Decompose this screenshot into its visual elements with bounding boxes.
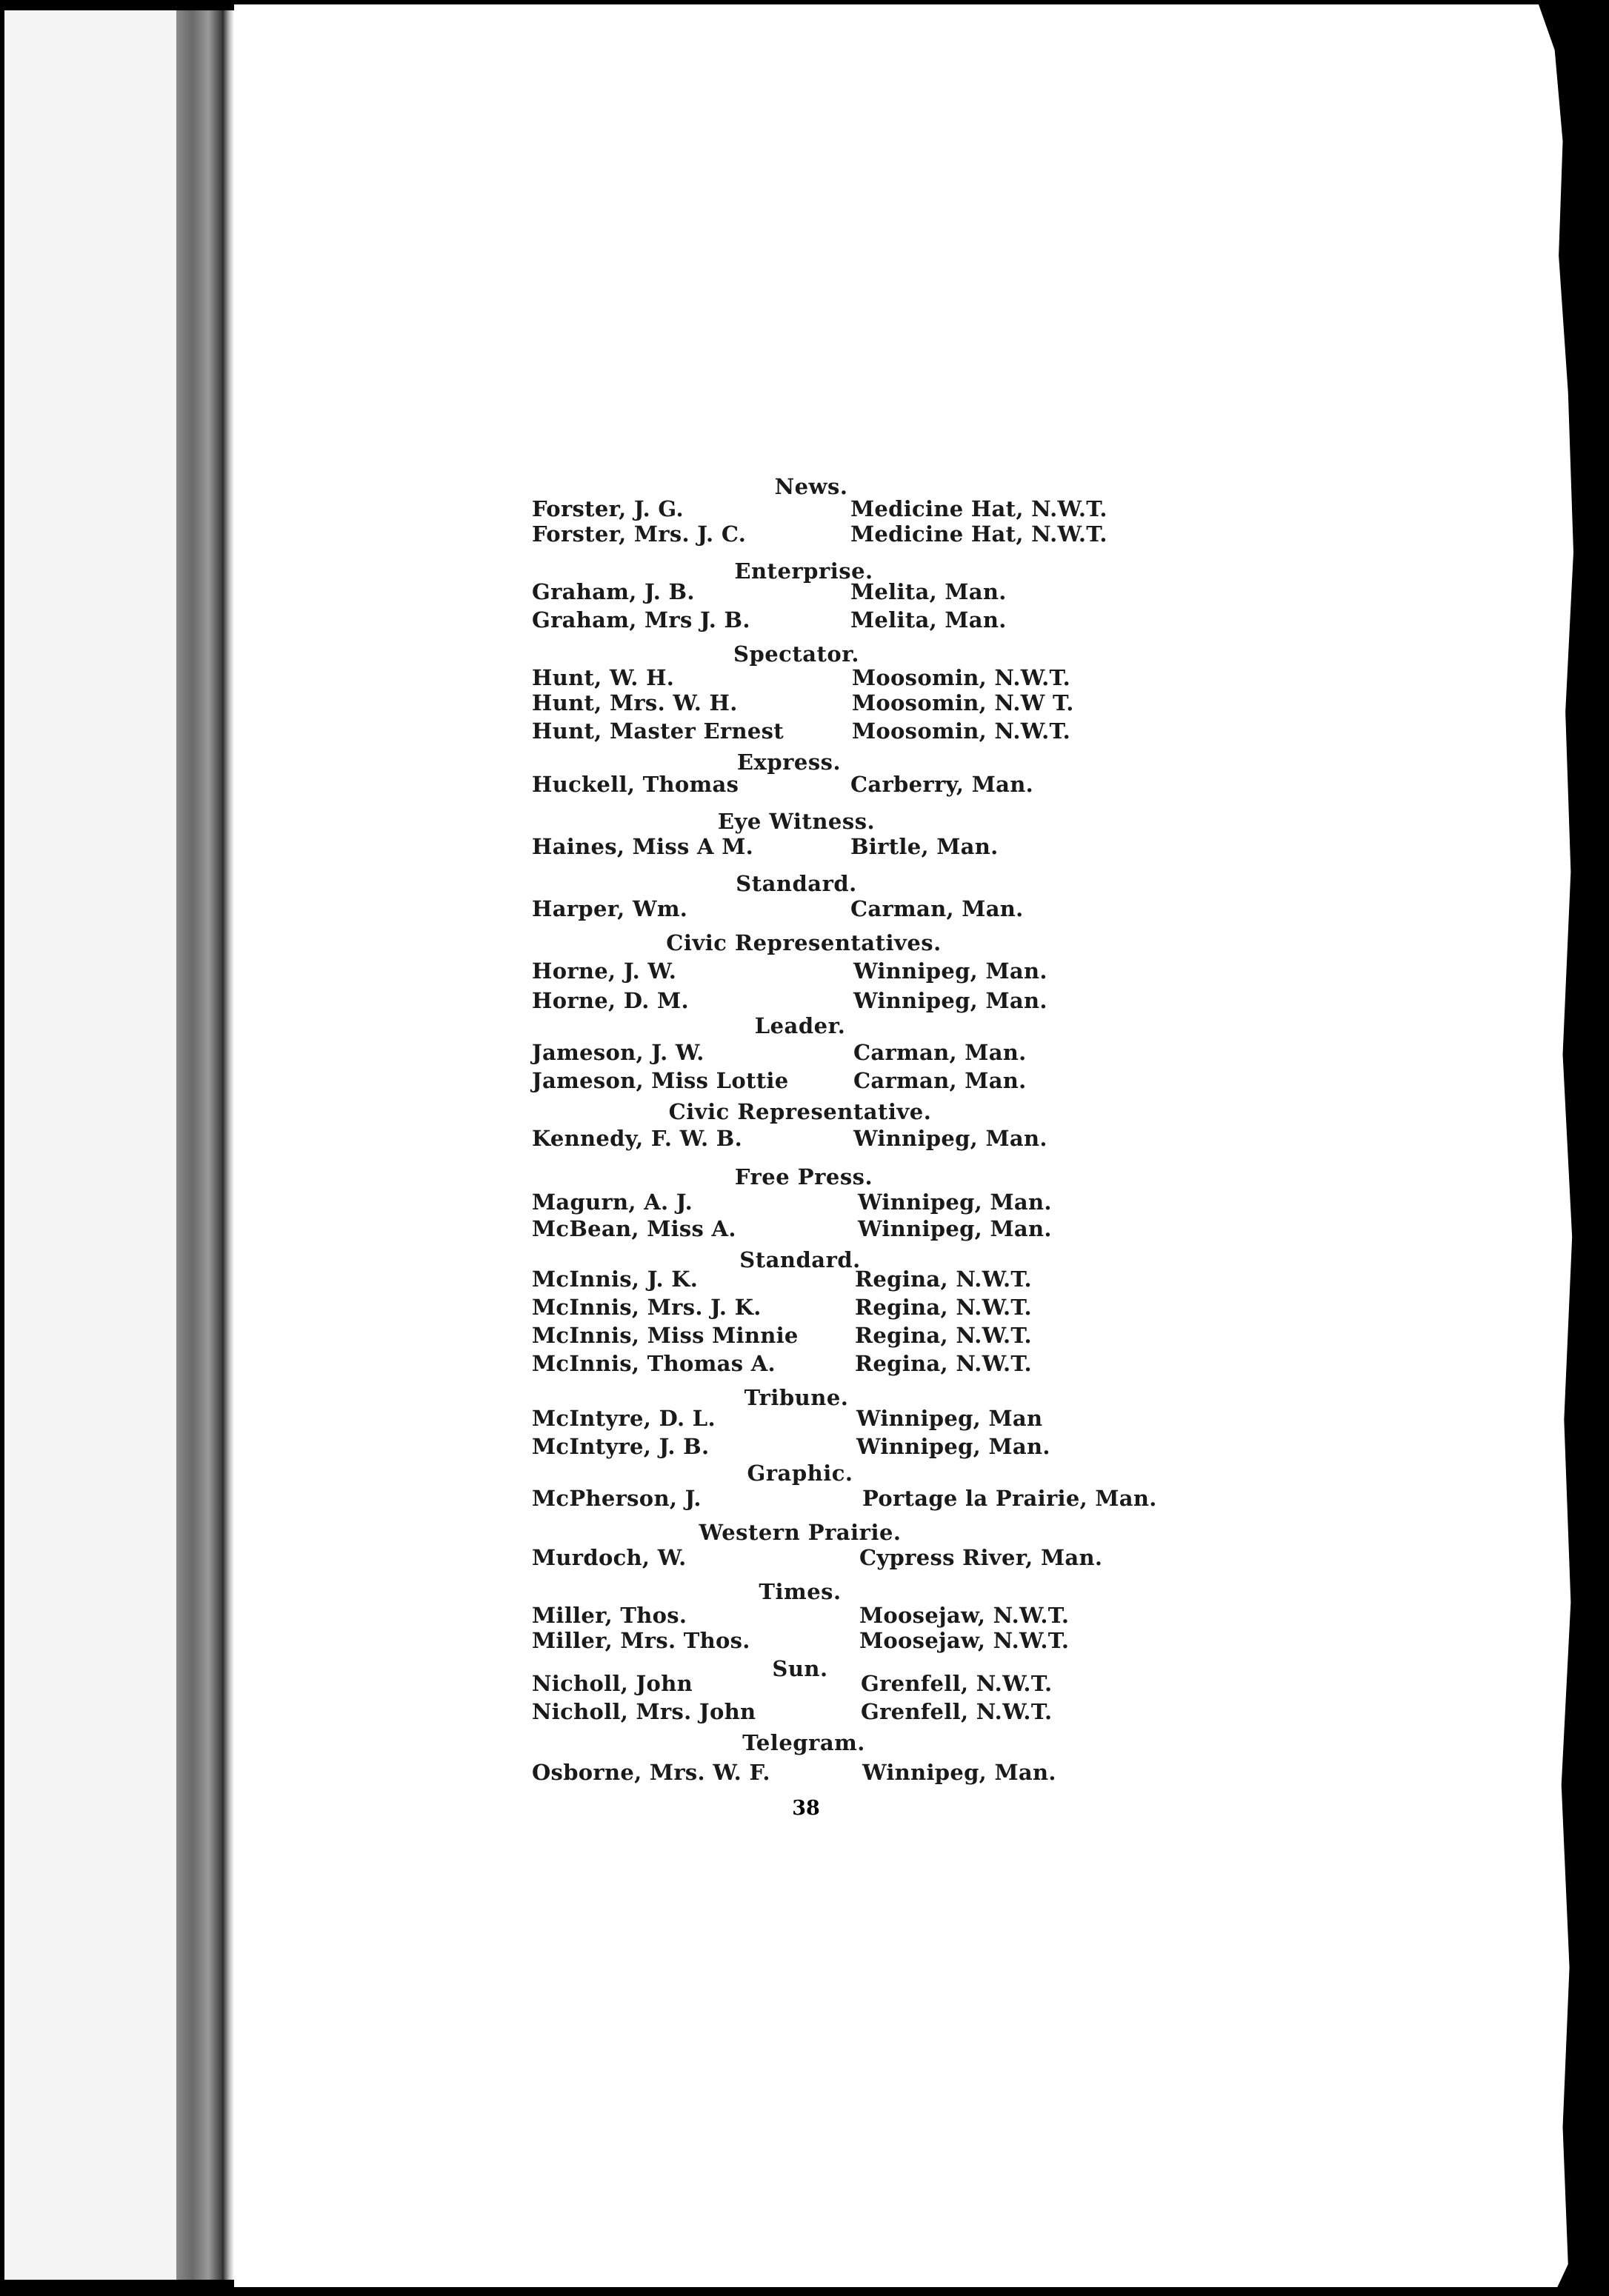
section-heading: Enterprise. [734,558,873,584]
entry-place: Winnipeg, Man. [853,958,1047,984]
entry-place: Melita, Man. [850,607,1007,633]
entry-name: Horne, D. M. [532,988,689,1013]
section-heading: Civic Representatives. [666,930,942,955]
entry-name: Hunt, Mrs. W. H. [532,690,738,715]
section-heading: Western Prairie. [699,1520,902,1545]
entry-name: Nicholl, Mrs. John [532,1699,756,1724]
entry-name: Jameson, J. W. [532,1040,704,1065]
entry-name: Osborne, Mrs. W. F. [532,1760,770,1785]
section-heading: Times. [759,1579,842,1604]
entry-name: McInnis, Mrs. J. K. [532,1295,762,1320]
section-heading: Leader. [754,1013,846,1038]
entry-place: Carman, Man. [853,1068,1027,1093]
section-heading: Eye Witness. [717,809,876,834]
entry-place: Regina, N.W.T. [855,1351,1032,1376]
entry-name: McInnis, Miss Minnie [532,1323,799,1348]
entry-name: Graham, J. B. [532,579,695,604]
entry-place: Portage la Prairie, Man. [862,1486,1157,1511]
entry-name: Forster, Mrs. J. C. [532,521,747,547]
entry-name: Horne, J. W. [532,958,677,984]
section-heading: News. [774,474,848,499]
entry-name: Murdoch, W. [532,1545,687,1570]
entry-place: Regina, N.W.T. [855,1323,1032,1348]
entry-place: Moosomin, N.W T. [852,690,1074,715]
entry-name: Haines, Miss A M. [532,834,754,859]
section-heading: Standard. [736,871,857,896]
entry-place: Moosejaw, N.W.T. [859,1603,1070,1628]
entry-name: McInnis, J. K. [532,1267,699,1292]
entry-place: Grenfell, N.W.T. [861,1671,1053,1696]
entry-place: Winnipeg, Man [856,1406,1043,1431]
entry-name: McIntyre, D. L. [532,1406,716,1431]
entry-name: Miller, Mrs. Thos. [532,1628,750,1653]
entry-name: Miller, Thos. [532,1603,687,1628]
entry-place: Cypress River, Man. [859,1545,1103,1570]
entry-name: Jameson, Miss Lottie [532,1068,789,1093]
entry-name: Kennedy, F. W. B. [532,1126,742,1151]
entry-place: Winnipeg, Man. [858,1216,1052,1241]
entry-name: McInnis, Thomas A. [532,1351,776,1376]
entry-name: McBean, Miss A. [532,1216,736,1241]
section-heading: Civic Representative. [668,1099,932,1124]
entry-place: Moosomin, N.W.T. [852,718,1071,744]
section-heading: Graphic. [747,1461,853,1486]
entry-place: Regina, N.W.T. [855,1295,1032,1320]
entry-name: Magurn, A. J. [532,1189,693,1215]
entry-place: Winnipeg, Man. [862,1760,1056,1785]
entry-name: Hunt, Master Ernest [532,718,784,744]
entry-place: Carman, Man. [850,896,1024,921]
entry-place: Carberry, Man. [850,772,1033,797]
entry-name: Forster, J. G. [532,496,684,521]
entry-place: Winnipeg, Man. [853,988,1047,1013]
entry-place: Melita, Man. [850,579,1007,604]
entry-name: Graham, Mrs J. B. [532,607,750,633]
section-heading: Express. [736,750,842,775]
entry-place: Winnipeg, Man. [856,1434,1050,1459]
entry-place: Grenfell, N.W.T. [861,1699,1053,1724]
section-heading: Free Press. [734,1164,873,1189]
entry-place: Medicine Hat, N.W.T. [850,496,1107,521]
page-number: 38 [792,1797,820,1820]
entry-place: Moosejaw, N.W.T. [859,1628,1070,1653]
entry-place: Winnipeg, Man. [853,1126,1047,1151]
entry-place: Moosomin, N.W.T. [852,665,1071,690]
entry-name: Harper, Wm. [532,896,688,921]
section-heading: Tribune. [744,1385,849,1410]
entry-name: Hunt, W. H. [532,665,675,690]
entry-place: Birtle, Man. [850,834,999,859]
entry-name: Huckell, Thomas [532,772,739,797]
entry-place: Medicine Hat, N.W.T. [850,521,1107,547]
entry-name: Nicholl, John [532,1671,693,1696]
section-heading: Telegram. [742,1730,865,1755]
section-heading: Spectator. [733,641,859,667]
entry-place: Regina, N.W.T. [855,1267,1032,1292]
entry-place: Carman, Man. [853,1040,1027,1065]
entry-name: McIntyre, J. B. [532,1434,710,1459]
entry-place: Winnipeg, Man. [858,1189,1052,1215]
section-heading: Sun. [772,1656,828,1681]
entry-name: McPherson, J. [532,1486,702,1511]
section-heading: Standard. [739,1247,861,1272]
